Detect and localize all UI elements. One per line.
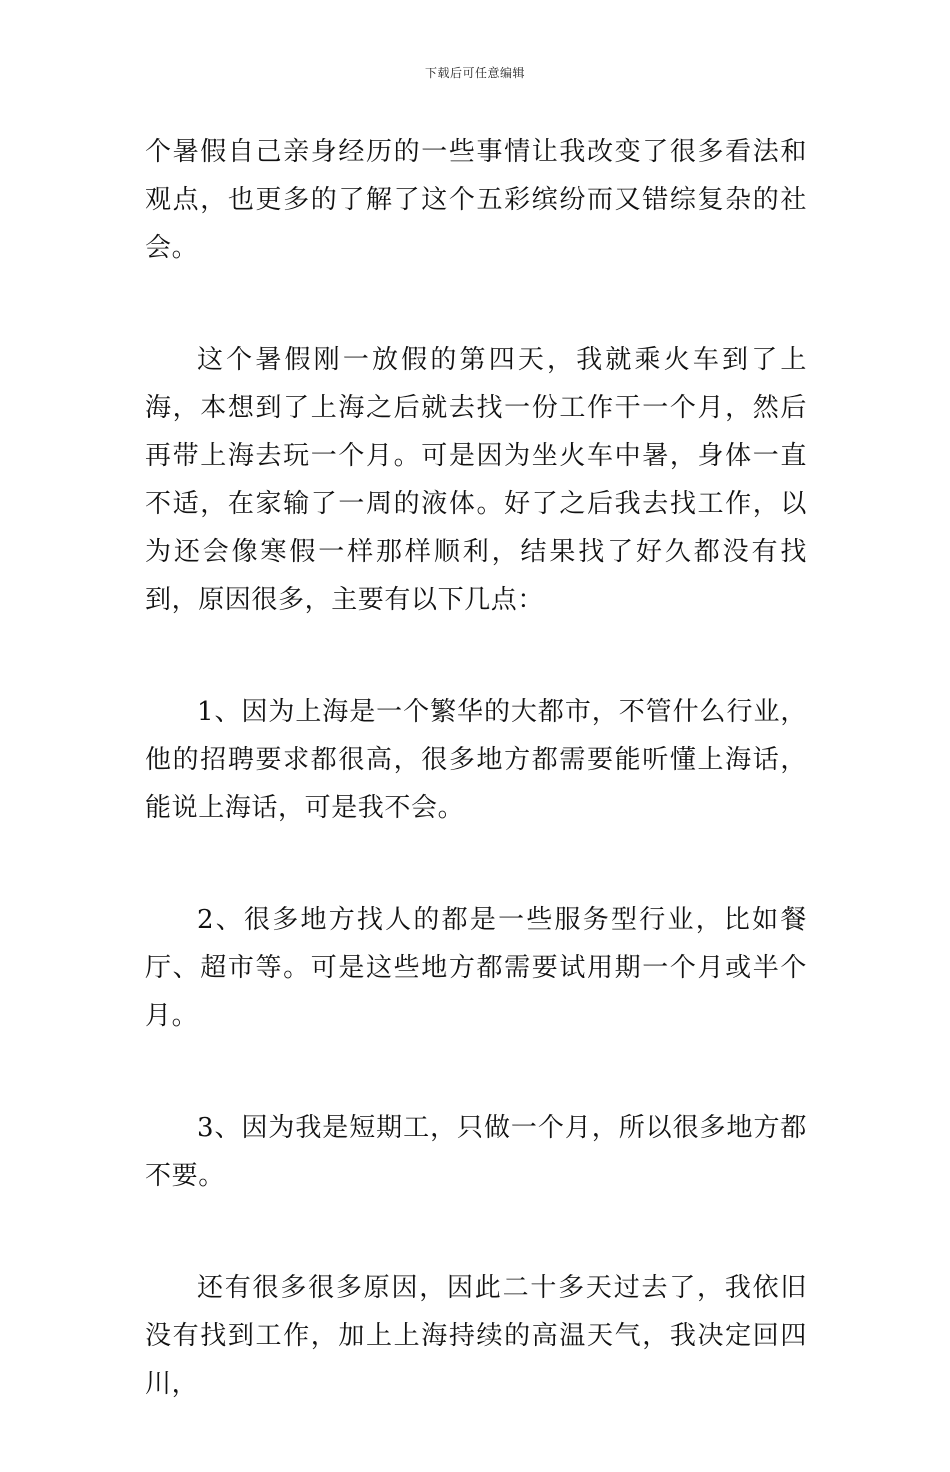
paragraph-4: 2、很多地方找人的都是一些服务型行业，比如餐厅、超市等。可是这些地方都需要试用期一个月或半个月。: [145, 905, 807, 1031]
paragraph-6: 还有很多很多原因，因此二十多天过去了，我依旧没有找到工作，加上上海持续的高温天气，我决定回四川，: [145, 1273, 807, 1399]
paragraph-3: 1、因为上海是一个繁华的大都市，不管什么行业，他的招聘要求都很高，很多地方都需要能听懂上海话，能说上海话，可是我不会。: [145, 697, 807, 823]
paragraph-5: 3、因为我是短期工，只做一个月，所以很多地方都不要。: [145, 1113, 807, 1191]
document-body: [145, 128, 807, 1472]
paragraph-1: 个暑假自己亲身经历的一些事情让我改变了很多看法和观点，也更多的了解了这个五彩缤纷而又错综复杂的社会。: [145, 137, 807, 263]
page-header-note: 下载后可任意编辑: [424, 66, 525, 80]
paragraph-2: 这个暑假刚一放假的第四天，我就乘火车到了上海，本想到了上海之后就去找一份工作干一个月，然后再带上海去玩一个月。可是因为坐火车中暑，身体一直不适，在家输了一周的液体。好了之后我去找工作，以为还会像寒假一样那样顺利，结果找了好久都没有找到，原因很多，主要有以下几点：: [145, 345, 807, 615]
